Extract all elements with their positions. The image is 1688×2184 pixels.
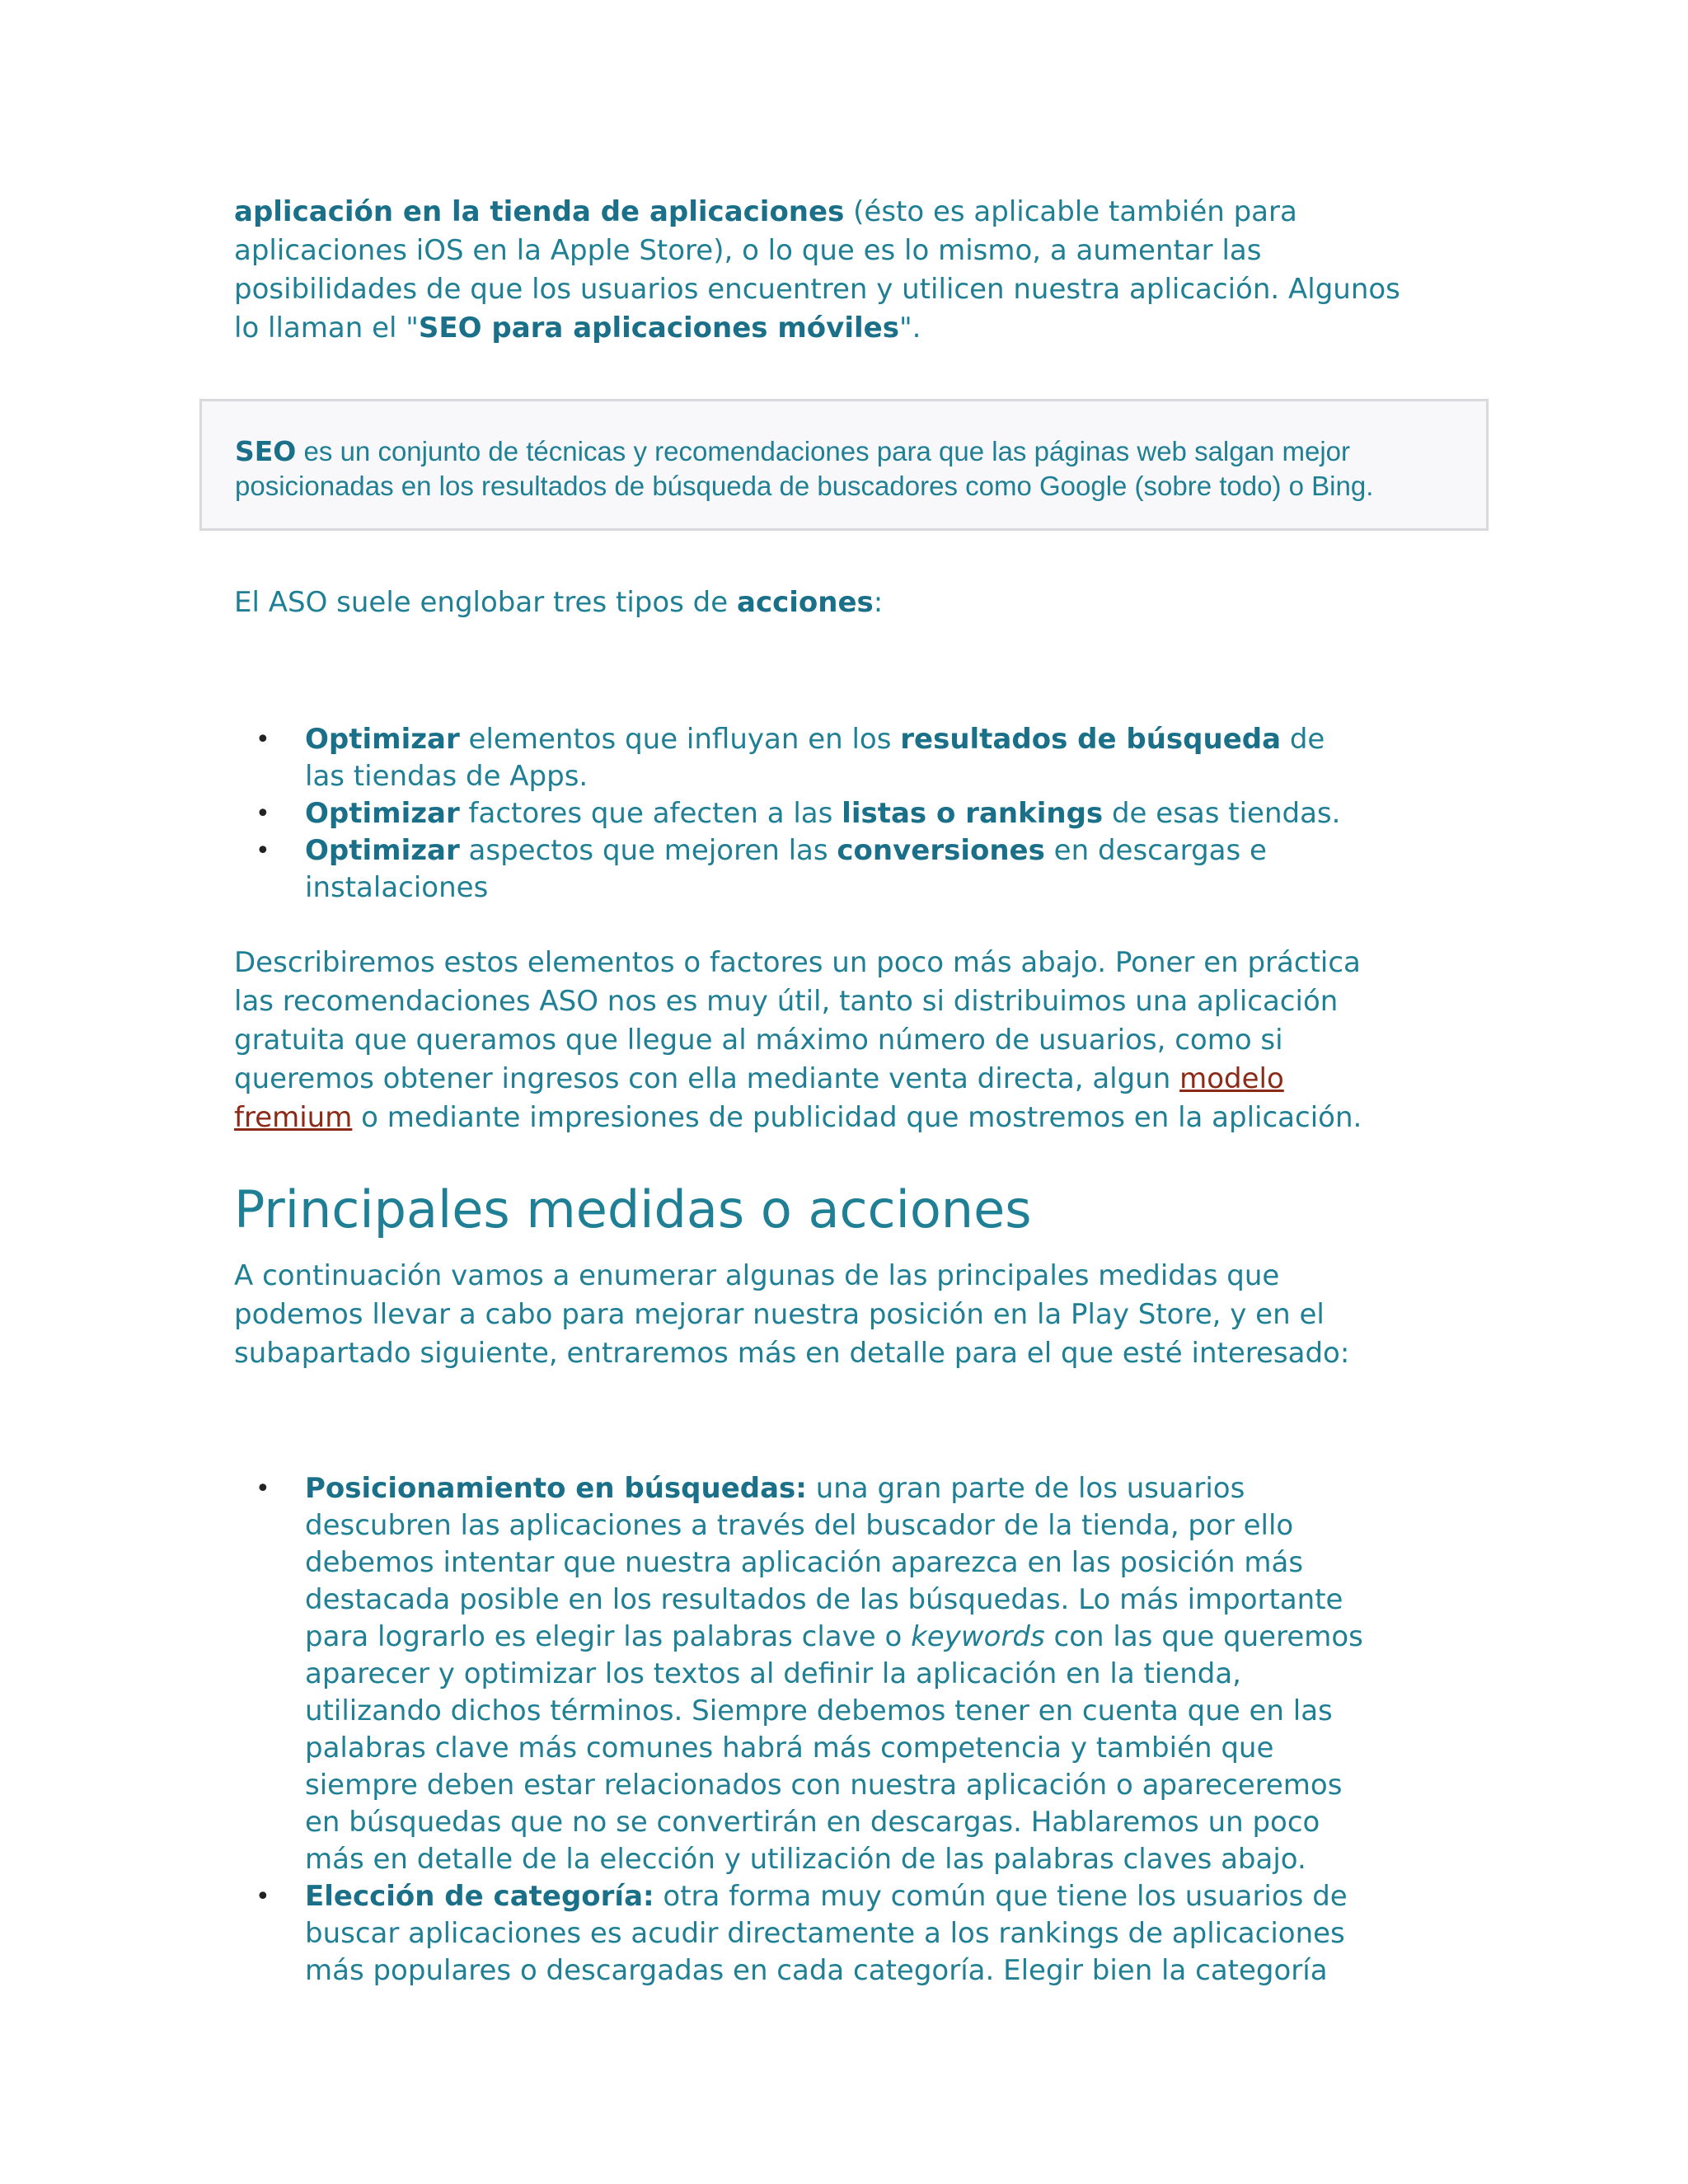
list-item: • Posicionamiento en búsquedas: una gran parte de los usuarios descubren las aplicaciones a través del buscador de la tienda, por ello debemos intentar que nuestra aplicación aparezca en las posición más destacada posible en los resultados de las búsquedas. Lo más importante para lograrlo es elegir las palabras clave o keywords con las que queremos aparecer y optimizar los textos al definir la aplicación en la tienda, utilizando dichos términos. Siempre debemos tener en cuenta que en las palabras clave más comunes habrá más competencia y también que siempre deben estar relacionados con nuestra aplicación o apareceremos en búsquedas que no se convertirán en descargas. Hablaremos un poco más en detalle de la elección y utilización de las palabras claves abajo. [256,1472,1363,1876]
aso-intro-paragraph: El ASO suele englobar tres tipos de acciones: [234,586,884,619]
describe-paragraph: Describiremos estos elementos o factores un poco más abajo. Poner en práctica las recomendaciones ASO nos es muy útil, tanto si distribuimos una aplicación gratuita que queramos que llegue al máximo número de usuarios, como si queremos obtener ingresos con ella mediante venta directa, algun modelo fremium o mediante impresiones de publicidad que mostremos en la aplicación. [234,946,1362,1134]
bullet-icon: • [256,1882,270,1911]
intro-bold-phrase: aplicación en la tienda de aplicaciones [234,195,845,228]
section-heading: Principales medidas o acciones [234,1179,1032,1240]
measures-list [256,1470,1475,1990]
modelo-fremium-link[interactable]: modelo [1179,1062,1284,1095]
seo-definition-box [199,399,1489,531]
bullet-icon: • [256,725,270,754]
acciones-bold: acciones [737,586,874,619]
list-item: • Elección de categoría: otra forma muy común que tiene los usuarios de buscar aplicaciones es acudir directamente a los rankings de aplicaciones más populares o descargadas en cada categoría. Elegir bien la categoría [256,1880,1348,1987]
list-item: • Optimizar factores que afecten a las listas o rankings de esas tiendas. [305,795,1475,832]
continuation-paragraph: A continuación vamos a enumerar algunas de las principales medidas que podemos llevar a cabo para mejorar nuestra posición en la Play Store, y en el subapartado siguiente, entraremos más en detalle para el que esté interesado: [234,1259,1350,1370]
actions-list [256,721,1475,907]
seo-definition-text: SEO es un conjunto de técnicas y recomendaciones para que las páginas web salgan mejor posicionadas en los resultados de búsqueda de buscadores como Google (sobre todo) o Bing. [235,435,1374,501]
modelo-fremium-link-continued[interactable]: fremium [234,1101,353,1134]
list-item: • Optimizar elementos que influyan en los resultados de búsqueda de las tiendas de Apps. [256,723,1325,793]
bullet-icon: • [256,1474,270,1503]
seo-apps-bold: SEO para aplicaciones móviles [418,312,899,344]
seo-term: SEO [235,435,297,467]
intro-paragraph: aplicación en la tienda de aplicaciones (ésto es aplicable también para aplicaciones iOS en la Apple Store), o lo que es lo mismo, a aumentar las posibilidades de que los usuarios encuentren y utilicen nuestra aplicación. Algunos lo llaman el "SEO para aplicaciones móviles". [234,195,1400,344]
list-item: • Optimizar aspectos que mejoren las conversiones en descargas e instalaciones [256,834,1267,904]
bullet-icon: • [256,837,270,865]
bullet-icon: • [256,799,270,828]
